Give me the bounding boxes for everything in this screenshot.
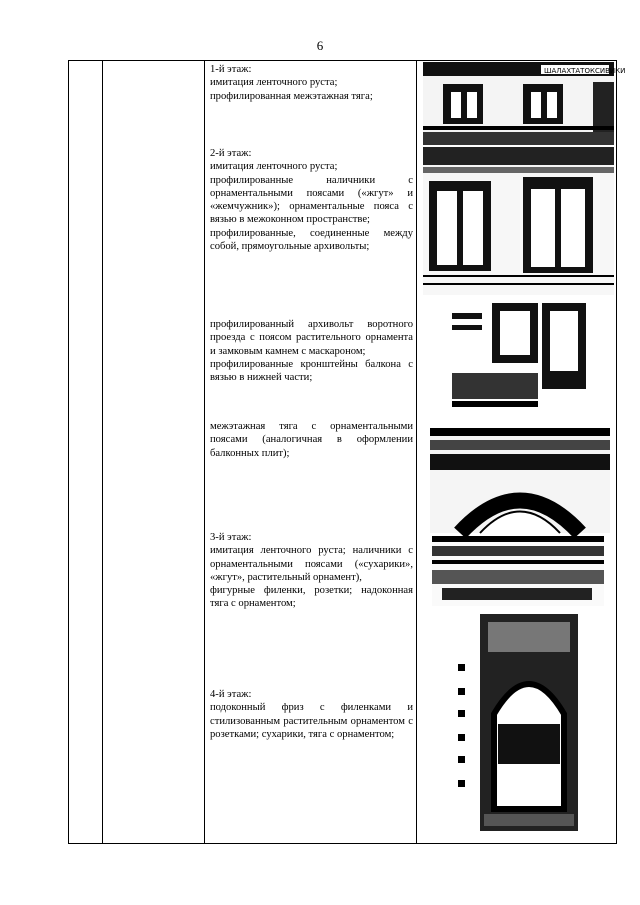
row-line: имитация ленточного руста; наличники с орнаментальными поясами («сухарики», «жгут», растительный орнамент), — [210, 545, 413, 583]
row-heading: 3-й этаж: — [210, 532, 252, 543]
row-line: имитация ленточного руста; — [210, 77, 338, 89]
table-border-top — [68, 60, 617, 61]
row-line: межэтажная тяга с орнаментальными поясами (аналогичная в оформлении балконных плит); — [210, 421, 413, 459]
row-line: фигурные филенки, розетки; надоконная тяга с орнаментом; — [210, 585, 413, 610]
row-line: профилированные наличники с орнаментальными поясами («жгут» и «жемчужник»); орнаментальные пояса с вязью в межоконном пространстве; — [210, 174, 413, 226]
column-divider-2 — [204, 60, 205, 844]
row-heading: 4-й этаж: — [210, 689, 252, 700]
row-4-description — [210, 420, 413, 460]
row-heading: 2-й этаж: — [210, 148, 252, 159]
page-number: 6 — [316, 38, 324, 53]
table-border-left — [68, 60, 69, 844]
row-5-description — [210, 531, 413, 611]
column-divider-1 — [102, 60, 103, 844]
photo-sign-text: ШАЛАХТАТОКСИВИКИ — [544, 67, 626, 75]
row-6-description — [210, 688, 413, 741]
table-border-bottom — [68, 843, 617, 844]
row-line: профилированный архивольт воротного проезда с поясом растительного орнамента и замковым камнем с маскароном; — [210, 319, 413, 357]
facade-photo-floor-3 — [432, 536, 604, 606]
facade-photo-floor-1 — [423, 62, 626, 145]
row-heading: 1-й этаж: — [210, 64, 252, 75]
row-1-description — [210, 63, 413, 103]
facade-photo-floor-4 — [454, 614, 582, 831]
facade-photo-floor-2 — [423, 147, 614, 295]
row-line: имитация ленточного руста; — [210, 161, 338, 173]
column-divider-3 — [416, 60, 417, 844]
row-line: профилированные, соединенные между собой, прямоугольные архивольты; — [210, 227, 413, 253]
facade-photo-interfloor-belt — [430, 428, 610, 533]
facade-photo-arch — [452, 303, 586, 413]
table-border-right — [616, 60, 617, 844]
row-3-description — [210, 318, 413, 384]
row-line: подоконный фриз с филенками и стилизованным растительным орнаментом с розетками; сухарики, тяга с орнаментом; — [210, 702, 413, 740]
row-line: профилированная межэтажная тяга; — [210, 90, 373, 102]
row-2-description — [210, 147, 413, 253]
row-line: профилированные кронштейны балкона с вязью в нижней части; — [210, 358, 413, 384]
